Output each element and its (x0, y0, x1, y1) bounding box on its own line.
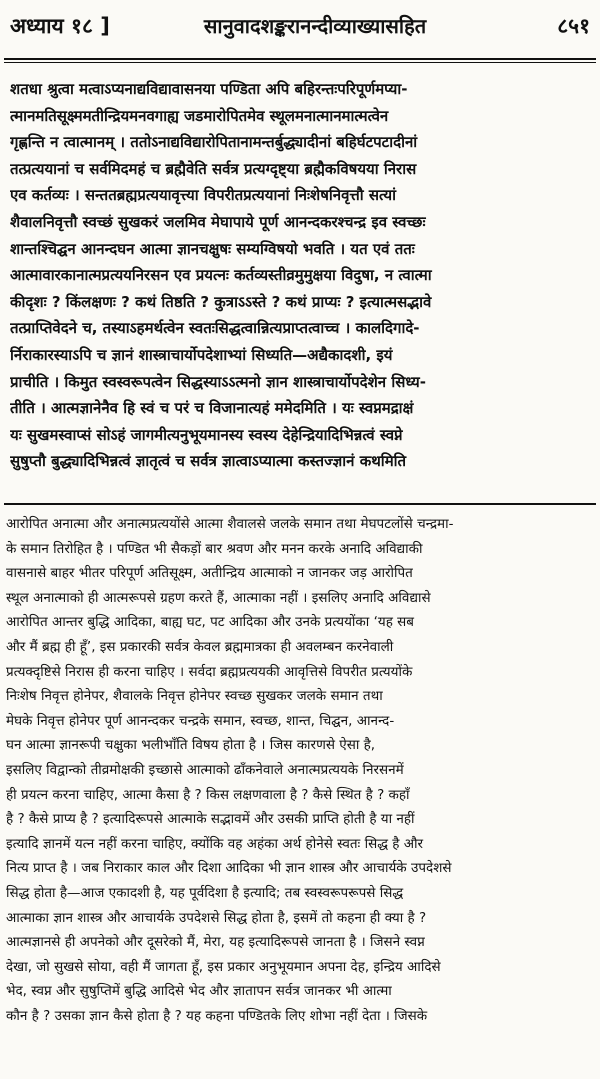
hindi-line: कौन है ? उसका ज्ञान कैसे होता है ? यह कहना पण्डितके लिए शोभा नहीं देता । जिसके (6, 1007, 428, 1024)
hindi-line: निःशेष निवृत्त होनेपर, शैवालके निवृत्त होनेपर स्वच्छ सुखकर जलके समान तथा (6, 688, 383, 705)
sanskrit-line: शैवालनिवृत्तौ स्वच्छं सुखकरं जलमिव मेघापाये पूर्ण आनन्दकरश्चन्द्र इव स्वच्छः (10, 212, 426, 231)
hindi-line: आरोपित आन्तर बुद्धि आदिका, बाह्य घट, पट आदिका और उनके प्रत्ययोंका ‘यह सब (6, 614, 414, 631)
sanskrit-line: गृह्णन्ति न त्वात्मानम् । ततोऽनाद्यविद्यारोपितानामन्तर्बुद्ध्यादीनां बहिर्घटपटादीनां (10, 133, 418, 152)
hindi-line: भेद, स्वप्न और सुषुप्तिमें बुद्धि आदिसे भेद और ज्ञातापन सर्वत्र जानकर भी आत्मा (6, 983, 392, 1000)
hindi-line: इसलिए विद्वान्को तीव्रमोक्षकी इच्छासे आत्माको ढाँकनेवाले अनात्मप्रत्ययके निरसनमें (6, 761, 404, 778)
hindi-line: प्रत्यक्दृष्टिसे निरास ही करना चाहिए । सर्वदा ब्रह्मप्रत्ययकी आवृत्तिसे विपरीत प्रत्ययोंके (6, 663, 413, 680)
sanskrit-line: तत्प्रत्ययानां च सर्वमिदमहं च ब्रह्मैवेति सर्वत्र प्रत्यग्दृष्ट्या ब्रह्मैकविषयया निरास (10, 159, 417, 178)
sanskrit-line: सुषुप्तौ बुद्ध्यादिभिन्नत्वं ज्ञातृत्वं च सर्वत्र ज्ञात्वाऽप्यात्मा कस्तज्ज्ञानं कथमिति (10, 452, 407, 471)
sanskrit-line: कीदृशः ? किंलक्षणः ? कथं तिष्ठति ? कुत्राऽऽस्ते ? कथं प्राप्यः ? इत्यात्मसद्भावे (10, 292, 432, 311)
hindi-line: इत्यादि ज्ञानमें यत्न नहीं करना चाहिए, क्योंकि वह अहंका अर्थ होनेसे स्वतः सिद्ध है और (6, 835, 424, 852)
sanskrit-line: आत्मावारकानात्मप्रत्ययनिरसन एव प्रयत्नः कर्तव्यस्तीव्रमुमुक्षया विदुषा, न त्वात्मा (10, 266, 432, 285)
hindi-line: मेघके निवृत्त होनेपर पूर्ण आनन्दकर चन्द्रके समान, स्वच्छ, शान्त, चिद्घन, आनन्द- (6, 712, 395, 729)
hindi-line: आत्माका ज्ञान शास्त्र और आचार्यके उपदेशसे सिद्ध होता है, इसमें तो कहना ही क्या है ? (6, 909, 427, 926)
hindi-line: नित्य प्राप्त है । जब निराकार काल और दिशा आदिका भी ज्ञान शास्त्र और आचार्यके उपदेशसे (6, 860, 452, 877)
sanskrit-line: तत्प्राप्तिवेदने च, तस्याऽहमर्थत्वेन स्वतःसिद्धत्वान्नित्यप्राप्तत्वाच्च । कालदिगादे- (10, 319, 420, 338)
hindi-line: आरोपित अनात्मा और अनात्मप्रत्ययोंसे आत्मा शैवालसे जलके समान तथा मेघपटलोंसे चन्द्रमा- (6, 516, 454, 532)
hindi-line: सिद्ध होता है—आज एकादशी है, यह पूर्वदिशा है इत्यादि; तब स्वस्वरूपरूपसे सिद्ध (6, 884, 404, 901)
hindi-line: आत्मज्ञानसे ही अपनेको और दूसरेको मैं, मेरा, यह इत्यादिरूपसे जानता है । जिसने स्वप्न (6, 934, 425, 951)
sanskrit-line: र्निराकारस्याऽपि च ज्ञानं शास्त्राचार्योपदेशाभ्यां सिध्यति—अद्यैकादशी, इयं (10, 345, 393, 364)
header-rule-thin (4, 62, 596, 63)
hindi-line: स्थूल अनात्माको ही आत्मरूपसे ग्रहण करते हैं, आत्माका नहीं । इसलिए अनादि अविद्यासे (6, 589, 431, 606)
hindi-line: वासनासे बाहर भीतर परिपूर्ण अतिसूक्ष्म, अतीन्द्रिय आत्माको न जानकर जड़ आरोपित (6, 565, 413, 582)
page-header (0, 0, 600, 64)
sanskrit-line: शतधा श्रुत्वा मत्वाऽप्यनाद्यविद्यावासनया पण्डिता अपि बहिरन्तःपरिपूर्णमप्या- (10, 80, 408, 98)
section-divider (4, 503, 596, 505)
hindi-line: ही प्रयत्न करना चाहिए, आत्मा कैसा है ? किस लक्षणवाला है ? कैसे स्थित है ? कहाँ (6, 786, 410, 803)
hindi-line: घन आत्मा ज्ञानरूपी चक्षुका भलीभाँति विषय होता है । जिस कारणसे ऐसा है, (6, 737, 376, 754)
sanskrit-line: यः सुखमस्वाप्सं सोऽहं जागमीत्यनुभूयमानस्य स्वस्य देहेन्द्रियादिभिन्नत्वं स्वप्ने (10, 425, 403, 444)
running-title: सानुवादशङ्करानन्दीव्याख्यासहित (203, 14, 427, 38)
sanskrit-line: तीति । आत्मज्ञानेनैव हि स्वं च परं च विजानात्यहं ममेदमिति । यः स्वप्नमद्राक्षं (10, 399, 414, 418)
hindi-line: देखा, जो सुखसे सोया, वही मैं जागता हूँ, इस प्रकार अनुभूयमान अपना देह, इन्द्रिय आदिसे (6, 958, 441, 975)
sanskrit-line: प्राचीति । किमुत स्वस्वरूपत्वेन सिद्धस्याऽऽत्मनो ज्ञान शास्त्राचार्योपदेशेन सिध्य- (10, 372, 426, 391)
header-rule (4, 58, 596, 60)
hindi-line: है ? कैसे प्राप्य है ? इत्यादिरूपसे आत्माके सद्भावमें और उसकी प्राप्ति होती है या नहीं (6, 811, 415, 828)
chapter-label: अध्याय १८ ] (10, 14, 110, 38)
hindi-line: के समान तिरोहित है । पण्डित भी सैकड़ों बार श्रवण और मनन करके अनादि अविद्याकी (6, 540, 423, 557)
hindi-line: और मैं ब्रह्म ही हूँ’, इस प्रकारकी सर्वत्र केवल ब्रह्ममात्रका ही अवलम्बन करनेवाली (6, 638, 394, 655)
sanskrit-line: त्मानमतिसूक्ष्ममतीन्द्रियमनवगाह्य जडमारोपितमेव स्थूलमनात्मानमात्मत्वेन (10, 106, 389, 125)
sanskrit-line: एव कर्तव्यः । सन्ततब्रह्मप्रत्ययावृत्त्या विपरीतप्रत्ययानां निःशेषनिवृत्तौ सत्यां (10, 186, 396, 205)
sanskrit-commentary-block (10, 76, 596, 475)
sanskrit-line: शान्तश्चिद्घन आनन्दघन आत्मा ज्ञानचक्षुषः सम्यग्विषयो भवति । यत एवं ततः (10, 239, 415, 258)
page-number: ८५१ (557, 14, 590, 38)
hindi-translation-block (6, 512, 596, 1028)
